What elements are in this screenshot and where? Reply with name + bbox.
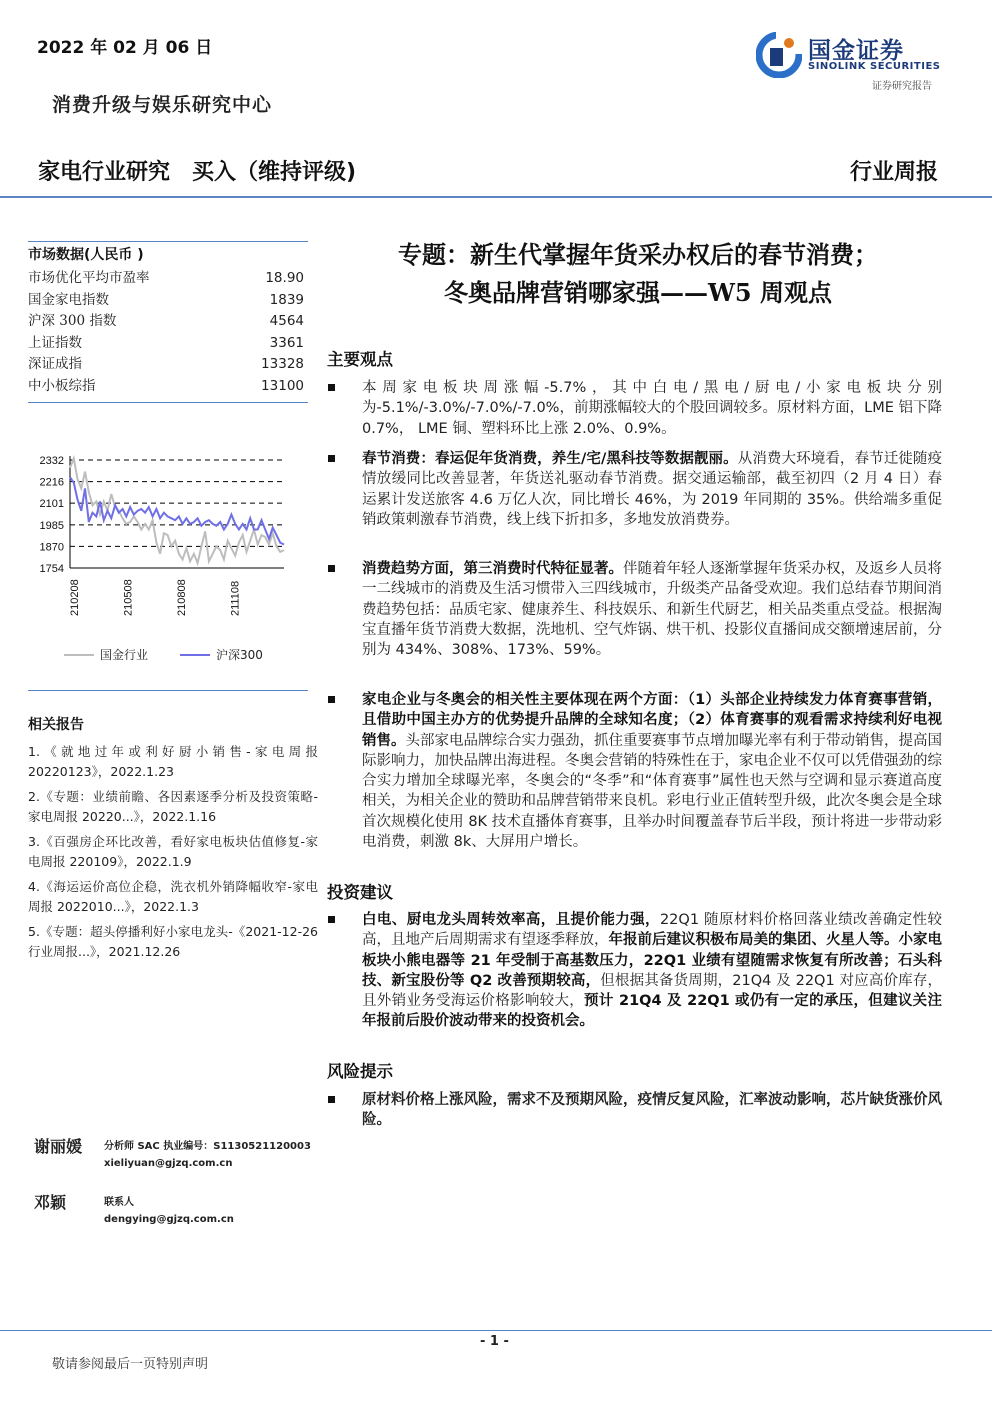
sinolink-logo: [756, 30, 956, 90]
footer-divider: [0, 1330, 992, 1331]
related-reports: [28, 714, 318, 967]
invest-bold: 年报前后建议积极布局美的集团、火星人等。小家电板块小熊电器等 21 年受制于高基数压力，22Q1 业绩有望随需求恢复有所改善；石头科技、新宝股份等 Q2 改善预期较高，: [362, 932, 942, 989]
market-row: [28, 268, 308, 290]
bullet-square-icon: [328, 696, 335, 703]
logo-subtitle: 证券研究报告: [872, 81, 932, 92]
market-value: 1839: [269, 291, 304, 308]
y-tick-label: 1754: [39, 563, 64, 575]
y-tick-label: 1870: [39, 541, 64, 554]
bullet-square-icon: [328, 1096, 335, 1103]
risk-text: 原材料价格上涨风险，需求不及预期风险，疫情反复风险，汇率波动影响，芯片缺货涨价风险。: [362, 1092, 942, 1129]
section-risk: 风险提示: [327, 1062, 393, 1081]
header-divider: [0, 196, 992, 198]
index-line-chart: [28, 450, 298, 680]
bullet-square-icon: [328, 916, 335, 923]
market-data-title: 市场数据(人民币 ): [28, 247, 144, 263]
market-top-rule: [28, 241, 308, 242]
market-data-panel: [28, 244, 308, 397]
y-tick-label: 1985: [39, 519, 64, 532]
bullet-square-icon: [328, 565, 335, 572]
related-report-item[interactable]: 4.《海运运价高位企稳，洗衣机外销降幅收窄-家电周报 2022010...》，2022.1.3: [28, 879, 318, 914]
logo-english-name: SINOLINK SECURITIES: [808, 61, 941, 72]
section-main-views: 主要观点: [327, 350, 393, 369]
analyst-list: [34, 1134, 324, 1246]
market-row: [28, 333, 308, 355]
market-value: 13100: [261, 377, 304, 394]
analyst-name: 邓颖: [34, 1193, 67, 1212]
market-row: [28, 354, 308, 376]
market-label: 国金家电指数: [28, 291, 109, 308]
view-text: 本周家电板块周涨幅-5.7%，其中白电/黑电/厨电/小家电板块分别为-5.1%/-3.0%/-7.0%/-7.0%，前期涨幅较大的个股回调较多。原材料方面，LME 铝下降 0.7%， LME 铜、塑料环比上涨 2.0%、0.9%。: [362, 380, 942, 437]
sinolink-emblem-icon: [756, 32, 802, 78]
page-number: - 1 -: [480, 1334, 509, 1349]
legend-label: 沪深300: [216, 648, 263, 662]
report-type: 行业周报: [849, 159, 938, 185]
y-tick-label: 2332: [39, 455, 64, 467]
report-title: [328, 236, 948, 312]
x-tick-label: 210208: [69, 579, 81, 616]
invest-bullet: [326, 910, 942, 1032]
analyst-credential: 分析师 SAC 执业编号：S1130521120003: [104, 1141, 311, 1152]
related-report-item[interactable]: 5.《专题：超头停播利好小家电龙头-《2021-12-26 行业周报...》，2021.12.26: [28, 924, 318, 959]
analyst-credential: 联系人: [104, 1197, 134, 1208]
research-center: 消费升级与娱乐研究中心: [52, 94, 273, 116]
related-report-item[interactable]: 2.《专题：业绩前瞻、各因素逐季分析及投资策略-家电周报 20220...》，2022.1.16: [28, 789, 318, 824]
y-tick-label: 2101: [39, 498, 64, 511]
logo-chinese-name: 国金证券: [808, 38, 904, 64]
view-text: [362, 690, 942, 852]
analyst-email[interactable]: dengying@gjzq.com.cn: [104, 1214, 234, 1225]
report-title-line1: 专题：新生代掌握年货采办权后的春节消费；: [398, 240, 878, 269]
bullet-square-icon: [328, 384, 335, 391]
view-bullet-1: [326, 378, 942, 439]
analyst-email[interactable]: xieliyuan@gjzq.com.cn: [104, 1158, 233, 1169]
analyst-info: [104, 1194, 234, 1228]
view-bullet-2: [326, 449, 942, 530]
related-report-item[interactable]: 1.《就地过年或利好厨小销售-家电周报 20220123》，2022.1.23: [28, 744, 318, 779]
market-row: [28, 311, 308, 333]
view-bullet-4: [326, 690, 942, 852]
invest-body: 22Q1 随原材料价格回落业绩改善确定性较高，且地产后周期需求有望逐季释放，: [362, 912, 943, 949]
view-body: 头部家电品牌综合实力强劲，抓住重要赛事节点增加曝光率有利于带动销售，提高国际影响力，加快品牌出海进程。冬奥会营销的特殊性在于，家电企业不仅可以凭借强劲的综合实力增加全球曝光率，冬奥会的“冬季”和“体育赛事”属性也天然与空调和显示赛道高度相关，为相关企业的赞助和品牌营销带来良机。彩电行业正值转型升级，此次冬奥会是全球首次规模化使用 8K 技术直播体育赛事，且举办时间覆盖春节后半段，预计将进一步带动彩电消费，刺激 8k、大屏用户增长。: [362, 732, 942, 851]
industry-rating: 家电行业研究 买入（维持评级): [38, 160, 357, 185]
view-text: [362, 449, 942, 530]
market-value: 4564: [269, 313, 304, 329]
analyst-name: 谢丽媛: [34, 1137, 83, 1156]
index-chart: [28, 450, 298, 680]
market-bottom-rule: [28, 402, 308, 403]
invest-body: 但根据其备货周期，21Q4 及 22Q1 对应高价库存，且外销业务受海运价格影响较大，: [362, 972, 942, 1010]
market-label: 沪深 300 指数: [28, 313, 117, 329]
market-label: 深证成指: [28, 356, 82, 372]
market-row: [28, 376, 308, 398]
invest-bold: 白电、厨电龙头周转效率高，且提价能力强，: [362, 912, 660, 928]
view-text: [362, 559, 942, 660]
analyst-card: [34, 1134, 324, 1186]
chart-bottom-rule: [28, 690, 308, 691]
market-value: 18.90: [265, 270, 304, 286]
view-bold-lead: 家电企业与冬奥会的相关性主要体现在两个方面：（1）头部企业持续发力体育赛事营销，且借助中国主办方的优势提升品牌的全球知名度；（2）体育赛事的观看需求持续利好电视销售。: [362, 692, 942, 749]
section-investment: 投资建议: [327, 883, 393, 902]
analyst-card: [34, 1190, 324, 1242]
view-bold-lead: 消费趋势方面，第三消费时代特征显著。: [362, 561, 623, 577]
invest-bold: 预计 21Q4 及 22Q1 或仍有一定的承压，但建议关注年报前后股价波动带来的投资机会。: [362, 993, 942, 1030]
x-tick-label: 210808: [176, 579, 188, 616]
market-value: 13328: [261, 356, 304, 372]
view-bold-lead: 春节消费：春运促年货消费，养生/宅/黑科技等数据靓丽。: [362, 451, 738, 467]
market-label: 中小板综指: [28, 377, 96, 394]
market-value: 3361: [269, 334, 304, 351]
market-row: [28, 290, 308, 312]
risk-bullet: [326, 1090, 942, 1131]
related-report-item[interactable]: 3.《百强房企环比改善，看好家电板块估值修复-家电周报 220109》，2022.1.9: [28, 834, 318, 869]
report-date: 2022 年 02 月 06 日: [37, 38, 213, 58]
bullet-square-icon: [328, 455, 335, 462]
related-reports-title: 相关报告: [28, 717, 84, 733]
market-label: 上证指数: [28, 334, 82, 351]
report-title-line2: 冬奥品牌营销哪家强——W5 周观点: [443, 278, 832, 307]
y-tick-label: 2216: [39, 476, 64, 489]
legend-label: 国金行业: [100, 648, 149, 662]
invest-text: [362, 910, 942, 1032]
analyst-info: [104, 1138, 311, 1172]
x-tick-label: 211108: [229, 580, 242, 616]
disclaimer: 敬请参阅最后一页特别声明: [52, 1357, 209, 1372]
view-bullet-3: [326, 559, 942, 660]
view-body: 伴随着年轻人逐渐掌握年货采办权，及返乡人员将一二线城市的消费及生活习惯带入三四线城市，升级类产品备受欢迎。我们总结春节期间消费趋势包括：品质宅家、健康养生、科技娱乐、和新生代厨艺，相关品类重点受益。根据淘宝直播年货节消费大数据，洗地机、空气炸锅、烘干机、投影仪直播间成交额增速居前，分别为 434%、308%、173%、59%。: [362, 561, 942, 659]
x-tick-label: 210508: [122, 579, 135, 616]
view-body: 从消费大环境看，春节迁徙随疫情放缓同比改善显著，年货送礼驱动春节消费。据交通运输部，截至初四（2 月 4 日）春运累计发送旅客 4.6 万亿人次，同比增长 46%，为 2019 年同期的 35%。供给端多重促销政策刺激春节消费，线上线下折扣多，多地发放消费券。: [362, 451, 943, 528]
market-label: 市场优化平均市盈率: [28, 270, 150, 286]
